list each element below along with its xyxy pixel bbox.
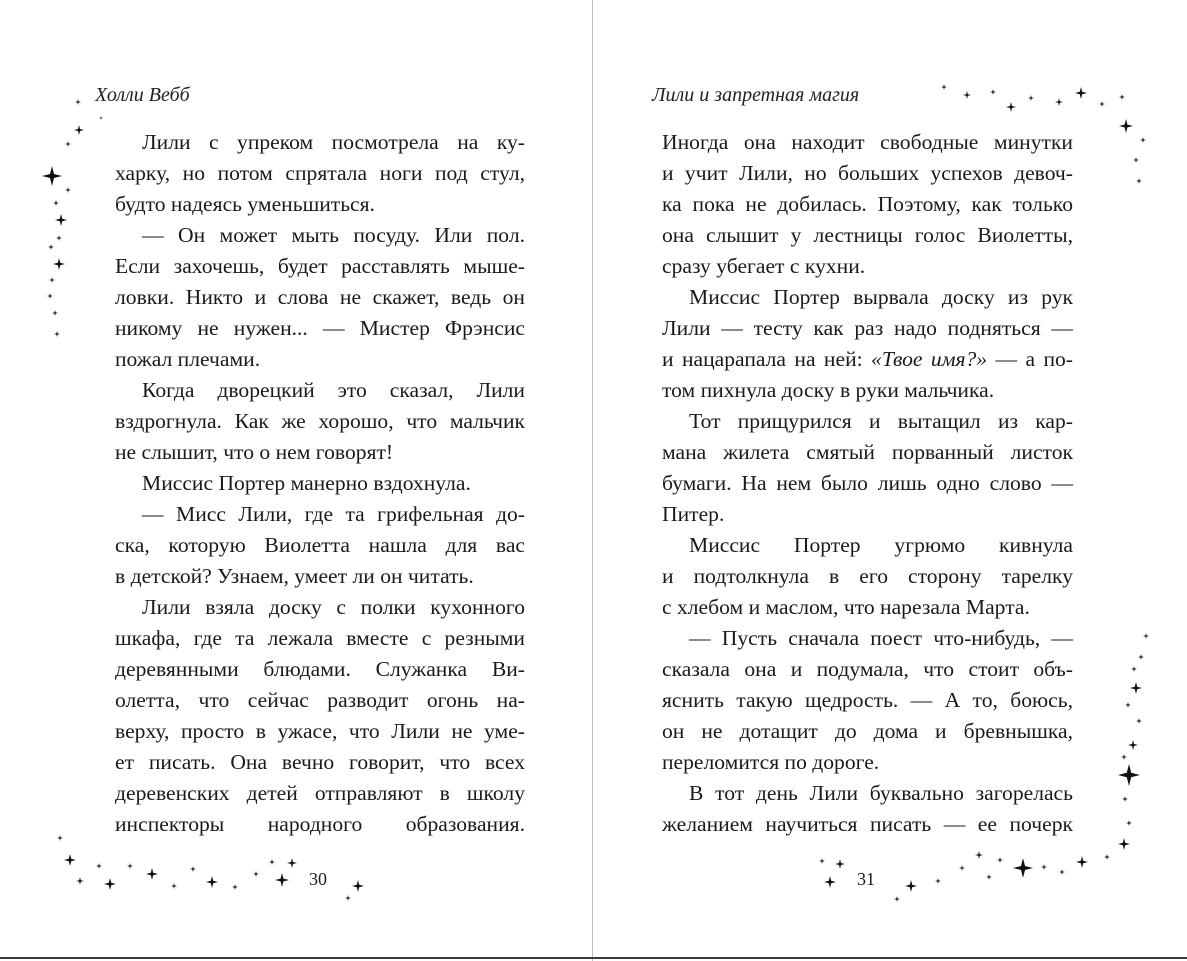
sparkle-star-icon xyxy=(352,880,364,892)
sparkle-star-icon xyxy=(1138,654,1144,660)
sparkle-star-icon xyxy=(146,868,158,880)
sparkle-star-icon xyxy=(57,835,63,841)
sparkle-star-icon xyxy=(48,244,54,250)
sparkle-star-icon xyxy=(1028,95,1034,101)
sparkle-star-icon xyxy=(986,874,992,880)
text-line: Миссис Портер манерно вздохнула. xyxy=(142,471,471,495)
text-line: ка пока не добилась. Поэтому, как только xyxy=(662,192,1073,216)
sparkle-star-icon xyxy=(824,876,836,888)
sparkle-star-icon xyxy=(1122,796,1128,802)
sparkle-star-icon xyxy=(269,859,275,865)
sparkle-star-icon xyxy=(905,880,917,892)
text-line: бумаги. На нем было лишь одно слово — xyxy=(662,471,1073,495)
sparkle-star-icon xyxy=(75,99,81,105)
text-line: мана жилета смятый порванный листок xyxy=(662,440,1073,464)
sparkle-star-icon xyxy=(1125,702,1131,708)
text-line: Лили взяла доску с полки кухонного xyxy=(142,595,525,619)
sparkle-star-icon xyxy=(52,310,58,316)
sparkle-star-icon xyxy=(54,331,60,337)
sparkle-star-icon xyxy=(1075,87,1087,99)
sparkle-star-icon xyxy=(56,235,62,241)
sparkle-star-icon xyxy=(65,141,71,147)
sparkle-star-icon xyxy=(835,859,845,869)
sparkle-star-icon xyxy=(990,89,996,95)
right-running-head: Лили и запретная магия xyxy=(652,84,860,106)
text-line: не слышит, что о нем говорят! xyxy=(115,440,394,464)
text-line: Лили — тесту как раз надо подняться — xyxy=(662,316,1073,340)
text-line: сразу убегает с кухни. xyxy=(662,254,866,278)
sparkle-star-icon xyxy=(1143,633,1149,639)
text-line xyxy=(662,344,1073,375)
text-line: верху, просто в ужасе, что Лили не уме- xyxy=(115,719,525,743)
sparkle-star-icon xyxy=(127,863,133,869)
text-line: ет писать. Она вечно говорит, что всех xyxy=(115,750,525,774)
sparkle-star-icon xyxy=(1059,869,1065,875)
text-line: с хлебом и маслом, что нарезала Марта. xyxy=(662,595,1030,619)
sparkle-star-icon xyxy=(253,871,259,877)
text-line: и подтолкнула в его сторону тарелку xyxy=(662,564,1073,588)
text-line: олетта, что сейчас разводит огонь на- xyxy=(115,688,525,712)
text-line: Если захочешь, будет расставлять мыше- xyxy=(115,254,525,278)
sparkle-star-icon xyxy=(1128,740,1138,750)
sparkle-star-icon xyxy=(1131,666,1137,672)
text-line: Питер. xyxy=(662,502,725,526)
sparkle-star-icon xyxy=(975,851,983,859)
text-line: желанием научиться писать — ее почерк xyxy=(662,812,1073,836)
text-line: пожал плечами. xyxy=(115,347,261,371)
sparkle-star-icon xyxy=(963,91,971,99)
sparkle-star-icon xyxy=(1104,854,1110,860)
sparkle-star-icon xyxy=(345,895,351,901)
sparkle-star-icon xyxy=(76,877,84,885)
left-page-number: 30 xyxy=(309,869,327,889)
sparkle-star-icon xyxy=(1136,178,1142,184)
sparkle-star-icon xyxy=(104,878,116,890)
sparkle-star-icon xyxy=(1076,856,1088,868)
sparkle-star-icon xyxy=(1099,101,1105,107)
text-line: харку, но потом спрятала ноги под стул, xyxy=(115,161,525,185)
sparkle-star-icon xyxy=(55,214,67,226)
text-line: шкафа, где та лежала вместе с резными xyxy=(115,626,525,650)
sparkle-star-icon xyxy=(1126,820,1132,826)
sparkle-star-icon xyxy=(1118,764,1140,786)
text-line: Миссис Портер вырвала доску из рук xyxy=(689,285,1073,309)
text-line: том пихнула доску в руки мальчика. xyxy=(662,378,995,402)
sparkle-star-icon xyxy=(1119,119,1133,133)
sparkle-star-icon xyxy=(1130,682,1142,694)
text-fragment: и нацарапала на ней: xyxy=(662,347,872,371)
text-line: Лили с упреком посмотрела на ку- xyxy=(142,130,525,154)
text-line: ска, которую Виолетта нашла для вас xyxy=(115,533,525,557)
text-line: инспекторы народного образования. xyxy=(115,812,525,836)
text-line: Миссис Портер угрюмо кивнула xyxy=(689,533,1073,557)
sparkle-star-icon xyxy=(53,200,59,206)
sparkle-star-icon xyxy=(171,883,177,889)
sparkle-star-icon xyxy=(894,896,900,902)
text-line: В тот день Лили буквально загорелась xyxy=(689,781,1073,805)
sparkle-star-icon xyxy=(96,863,102,869)
sparkle-star-icon xyxy=(42,166,62,186)
text-line: и учит Лили, но больших успехов девоч- xyxy=(662,161,1073,185)
text-line: — Мисс Лили, где та грифельная до- xyxy=(142,502,525,526)
sparkle-star-icon xyxy=(1140,137,1146,143)
text-line: Когда дворецкий это сказал, Лили xyxy=(142,378,525,402)
sparkle-star-icon xyxy=(99,116,103,120)
text-line: сказала она и подумала, что стоит объ- xyxy=(662,657,1073,681)
text-line: он не дотащит до дома и бревнышка, xyxy=(662,719,1073,743)
text-line: ловки. Никто и слова не скажет, ведь он xyxy=(115,285,525,309)
sparkle-star-icon xyxy=(1133,157,1139,163)
text-line: Тот прищурился и вытащил из кар- xyxy=(689,409,1073,433)
left-running-head: Холли Вебб xyxy=(95,84,190,106)
sparkle-star-icon xyxy=(74,125,84,135)
text-line: будто надеясь уменьшиться. xyxy=(115,192,375,216)
sparkle-star-icon xyxy=(206,876,218,888)
text-line: — Он может мыть посуду. Или пол. xyxy=(142,223,525,247)
sparkle-star-icon xyxy=(1118,838,1130,850)
text-fragment: — а по- xyxy=(987,347,1073,371)
text-line: в детской? Узнаем, умеет ли он читать. xyxy=(115,564,474,588)
right-page-number: 31 xyxy=(857,869,875,889)
bottom-edge-line xyxy=(0,957,1187,959)
italic-quote: «Твое имя?» xyxy=(871,347,988,371)
sparkle-star-icon xyxy=(64,854,76,866)
sparkle-star-icon xyxy=(287,858,297,868)
sparkle-star-icon xyxy=(190,866,196,872)
text-line: деревянными блюдами. Служанка Ви- xyxy=(115,657,525,681)
left-page-text xyxy=(115,127,525,840)
sparkle-star-icon xyxy=(232,884,238,890)
sparkle-star-icon xyxy=(997,857,1003,863)
text-line: Иногда она находит свободные минутки xyxy=(662,130,1073,154)
sparkle-star-icon xyxy=(53,258,65,270)
sparkle-star-icon xyxy=(959,865,965,871)
text-line: — Пусть сначала поест что-нибудь, — xyxy=(689,626,1073,650)
sparkle-star-icon xyxy=(1041,864,1047,870)
text-line: она слышит у лестницы голос Виолетты, xyxy=(662,223,1073,247)
sparkle-star-icon xyxy=(819,858,825,864)
sparkle-star-icon xyxy=(65,187,71,193)
sparkle-star-icon xyxy=(941,84,947,90)
text-line: никому не нужен... — Мистер Фрэнсис xyxy=(115,316,525,340)
text-line: деревенских детей отправляют в школу xyxy=(115,781,525,805)
sparkle-star-icon xyxy=(935,878,941,884)
sparkle-star-icon xyxy=(47,293,53,299)
sparkle-star-icon xyxy=(49,277,55,283)
sparkle-star-icon xyxy=(1119,94,1125,100)
text-line: вздрогнула. Как же хорошо, что мальчик xyxy=(115,409,525,433)
sparkle-star-icon xyxy=(1121,754,1127,760)
sparkle-star-icon xyxy=(1013,858,1033,878)
sparkle-star-icon xyxy=(1055,98,1063,106)
text-line: переломится по дороге. xyxy=(662,750,880,774)
page-gutter xyxy=(592,0,593,961)
text-line: яснить такую щедрость. — А то, боюсь, xyxy=(662,688,1073,712)
right-page-text xyxy=(662,127,1073,840)
sparkle-star-icon xyxy=(1006,102,1016,112)
sparkle-star-icon xyxy=(1136,718,1142,724)
sparkle-star-icon xyxy=(275,873,289,887)
